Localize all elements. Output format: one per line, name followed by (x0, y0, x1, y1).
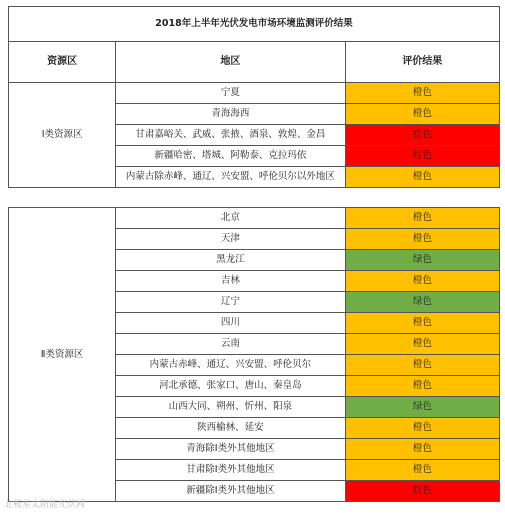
area-cell: 云南 (116, 334, 345, 355)
header-region-class: 资源区 (9, 42, 116, 83)
area-cell: 河北承德、张家口、唐山、秦皇岛 (116, 376, 345, 397)
result-cell: 绿色 (345, 250, 499, 271)
header-area: 地区 (116, 42, 345, 83)
result-cell: 橙色 (345, 355, 499, 376)
result-cell: 橙色 (345, 313, 499, 334)
area-cell: 天津 (116, 229, 345, 250)
result-cell: 橙色 (345, 167, 499, 188)
area-cell: 甘肃嘉峪关、武威、张掖、酒泉、敦煌、金昌 (116, 125, 345, 146)
area-cell: 内蒙古除赤峰、通辽、兴安盟、呼伦贝尔以外地区 (116, 167, 345, 188)
area-cell: 宁夏 (116, 83, 345, 104)
area-cell: 辽宁 (116, 292, 345, 313)
area-cell: 四川 (116, 313, 345, 334)
area-cell: 山西大同、朔州、忻州、阳泉 (116, 397, 345, 418)
table-row (9, 208, 500, 229)
result-cell: 橙色 (345, 271, 499, 292)
area-cell: 新疆哈密、塔城、阿勒泰、克拉玛依 (116, 146, 345, 167)
table-row (9, 83, 500, 104)
area-cell: 内蒙古赤峰、通辽、兴安盟、呼伦贝尔 (116, 355, 345, 376)
zone-name-cell: Ⅰ类资源区 (9, 83, 116, 188)
result-cell: 橙色 (345, 104, 499, 125)
area-cell: 北京 (116, 208, 345, 229)
result-cell: 橙色 (345, 376, 499, 397)
area-cell: 吉林 (116, 271, 345, 292)
area-cell: 青海海西 (116, 104, 345, 125)
result-cell: 红色 (345, 146, 499, 167)
header-result: 评价结果 (345, 42, 499, 83)
area-cell: 陕西榆林、延安 (116, 418, 345, 439)
area-cell: 青海除Ⅰ类外其他地区 (116, 439, 345, 460)
results-table-zone-2 (8, 207, 500, 502)
area-cell: 新疆除Ⅰ类外其他地区 (116, 481, 345, 502)
result-cell: 橙色 (345, 439, 499, 460)
result-cell: 橙色 (345, 208, 499, 229)
result-cell: 红色 (345, 125, 499, 146)
watermark: 北极星太阳能光伏网 (4, 500, 86, 510)
result-cell: 橙色 (345, 229, 499, 250)
result-cell: 绿色 (345, 397, 499, 418)
area-cell: 黑龙江 (116, 250, 345, 271)
zone-name-cell: Ⅱ类资源区 (9, 208, 116, 502)
result-cell: 红色 (345, 481, 499, 502)
table-title: 2018年上半年光伏发电市场环境监测评价结果 (9, 7, 500, 42)
area-cell: 甘肃除Ⅰ类外其他地区 (116, 460, 345, 481)
result-cell: 橙色 (345, 83, 499, 104)
result-cell: 绿色 (345, 292, 499, 313)
result-cell: 橙色 (345, 334, 499, 355)
results-table-zone-1 (8, 6, 500, 188)
result-cell: 橙色 (345, 460, 499, 481)
result-cell: 橙色 (345, 418, 499, 439)
